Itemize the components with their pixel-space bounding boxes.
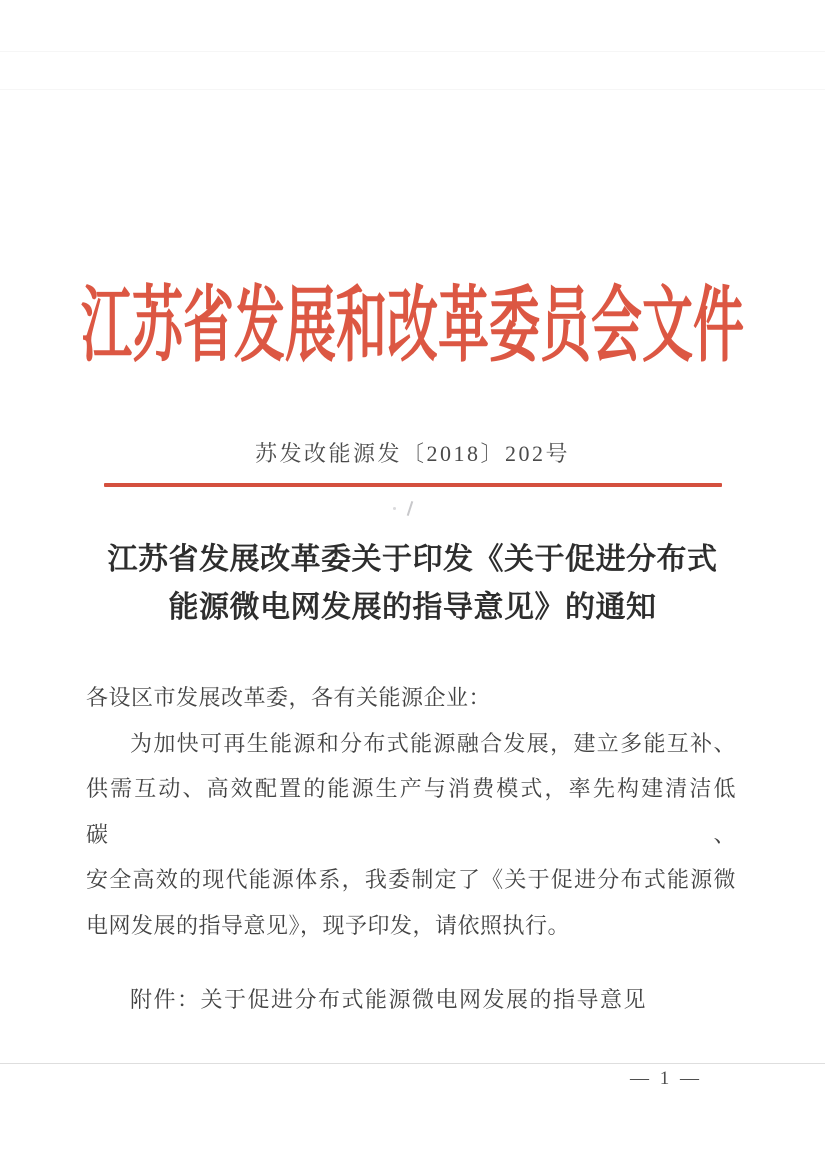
page-number: — 1 — bbox=[630, 1068, 702, 1089]
paragraph-line: 安全高效的现代能源体系，我委制定了《关于促进分布式能源微 bbox=[86, 867, 736, 892]
red-header bbox=[0, 258, 825, 374]
document-number: 苏发改能源发〔2018〕202号 bbox=[254, 441, 570, 466]
scan-artifact-streak bbox=[0, 89, 825, 90]
scan-artifact-slash bbox=[407, 501, 414, 516]
paragraph-line: 为加快可再生能源和分布式能源融合发展，建立多能互补、 bbox=[130, 730, 736, 756]
scan-artifact-dot bbox=[393, 507, 396, 510]
footer-scan-rule bbox=[0, 1063, 825, 1064]
paragraph-line: 供需互动、高效配置的能源生产与消费模式，率先构建清洁低碳、 bbox=[86, 776, 736, 847]
paragraph-line: 电网发展的指导意见》，现予印发，请依照执行。 bbox=[86, 912, 571, 938]
notice-title bbox=[0, 536, 825, 632]
salutation-line: 各设区市发展改革委，各有关能源企业： bbox=[86, 685, 492, 710]
red-divider-rule bbox=[104, 483, 722, 487]
notice-title-line1: 江苏省发展改革委关于印发《关于促进分布式 bbox=[107, 543, 718, 576]
org-title-text: 江苏省发展和改革委员会文件 bbox=[80, 282, 744, 374]
notice-title-line2: 能源微电网发展的指导意见》的通知 bbox=[168, 591, 657, 624]
scan-artifact-streak bbox=[0, 51, 825, 52]
attachment-line: 附件：关于促进分布式能源微电网发展的指导意见 bbox=[130, 987, 648, 1012]
notice-body bbox=[86, 675, 736, 1023]
